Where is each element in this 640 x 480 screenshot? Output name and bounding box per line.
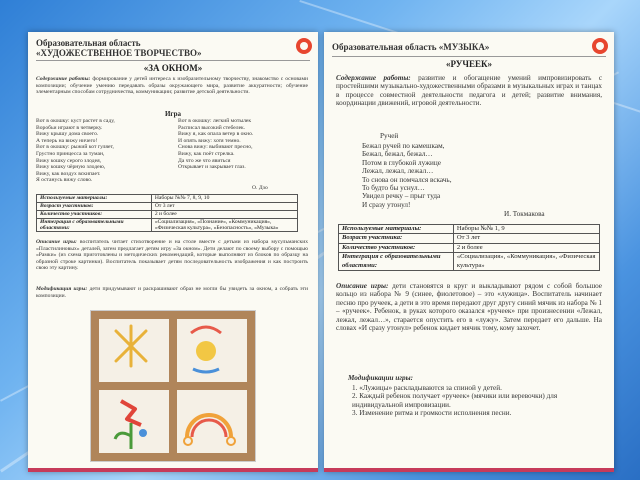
page1-content-text: формирование у детей интереса к изобразительному творчеству, знакомство с основами композиции; обучение умению передавать образы окружающего мира, развитие аккуратности; обучение элементарным способам сотрудничества, коммуникации; развитие детской деятельности. [36,76,308,96]
page2-title: «РУЧЕЕК» [445,59,492,69]
table-row [37,195,298,203]
table-key: Интеграция с образовательными областями: [37,219,152,232]
page1-info-table [36,194,298,232]
poem-left-column: Вот в окошку: куст растет в саду, Воробьи играют в четверку. Вижу крышу дома своего. А теперь на вижу ничего! Вот в окошку: рыжий кот гуляет, Грустно принцесса за туман, Вижу кошку серого злодея, Вижу кошку чёрную злодею, Вижу, как воздух вскипает. Я останусь вижу слово. [36,118,115,184]
page1-title: «ЗА ОКНОМ» [143,63,203,73]
header-divider [332,56,606,57]
page-art-creativity [28,32,318,472]
table-value: Наборы №№ 1, 9 [453,225,599,234]
table-value: «Социализация», «Коммуникация», «Физическая культура» [453,253,599,271]
list-item: 3. Изменение ритма и громкости исполнения песни. [352,409,512,418]
logo-icon [592,38,608,54]
poem-author: И. Токмакова [504,210,545,218]
table-key: Используемые материалы: [37,195,152,203]
page2-info-table [338,224,600,271]
page1-header [36,38,201,58]
page2-content [336,74,602,108]
table-key: Количество участников: [339,243,454,252]
page1-header-line1: Образовательная область [36,38,141,48]
table-value: Наборы №№ 7, 8, 9, 10 [151,195,297,203]
poem-author: О. Дзо [252,185,268,191]
page2-content-text: развитие и обогащение умений импровизировать с простейшими музыкально-художественными образами в музыкальных играх и танцах в процессе совместной деятельности педагога и детей; развитие внимания, координации движений, игровой деятельности. [336,74,603,108]
rainbow-icon [184,415,235,445]
table-key: Используемые материалы: [339,225,454,234]
table-key: Количество участников: [37,211,152,219]
poem-text: Бежал ручей по камешкам, Бежал, бежал, бежал… Потом в глубокой лужице Лежал, лежал, лежал… То снова он помчался вскачь, То будто бы уснул… Увидел речку – прыг туда И сразу утонул! [362,142,452,209]
page2-description [336,282,602,332]
page1-modification [36,286,308,299]
table-row [37,203,298,211]
page2-content-label: Содержание работы: [336,74,411,82]
table-row [339,225,600,234]
header-divider [36,60,310,61]
table-row [339,243,600,252]
window-illustration [90,310,256,462]
table-row [37,219,298,232]
table-value: От 3 лет [151,203,297,211]
page2-header: Образовательная область «МУЗЫКА» [332,42,490,52]
page2-mod-heading: Модификации игры: [348,374,413,382]
table-value: 2 и более [151,211,297,219]
table-value: От 3 лет [453,234,599,243]
page-music [324,32,614,472]
game-heading: Игра [164,110,182,118]
table-value: «Социализация», «Познание», «Коммуникация», «Физическая культура», «Безопасность», «Музыка» [151,219,297,232]
window-drawings [91,311,255,461]
table-value: 2 и более [453,243,599,252]
table-row [339,234,600,243]
page1-desc-text: воспитатель читает стихотворение и на столе вместе с детьми из набора мусульманских «Пластилиновых» деталей, затем предлагает детям игру «За окном». Дети делают по своему выбору с помощью «Рамки» (из схема приготовлены и методических рекомендаций, которые выполняют из блоков по образцу на образной строке картинки). Воспитатель показывает детям последовательность изображения и как построить свою эту картину. [36,239,308,272]
page1-desc-label: Описание игры: [36,239,77,245]
poem-right-column: Вот в окошку: легкий мотылек Расписал высокий стебелек. Вижу я, как опала ветер в окно. И опять вижу: хотя темно. Снова вижу: выбивают пресно, Вижу, как поёт стрелка. Да что же что явиться Открывает и закрывает глаз. [178,118,254,171]
logo-icon [296,38,312,54]
page1-content [36,76,308,96]
table-key: Возраст участников: [37,203,152,211]
sun-icon [191,327,221,372]
page1-content-label: Содержание работы: [36,76,91,82]
page1-mod-text: дети придумывают и раскрашивают образ не могли бы увидеть за окном, а собрать эти композиции. [36,286,308,299]
table-key: Возраст участника: [339,234,454,243]
table-row [37,211,298,219]
poem-title: Ручей [380,132,399,140]
table-row [339,253,600,271]
snowflake-icon [116,326,146,366]
flower-icon [115,401,147,449]
page1-mod-label: Модификация игры: [36,286,88,292]
page1-description [36,239,308,272]
table-key: Интеграция с образовательными областями: [339,253,454,271]
list-item: 2. Каждый ребенок получает «ручеек» (мячики или веревочки) для индивидуальной импровизации. [352,392,558,409]
page1-header-line2: «ХУДОЖЕСТВЕННОЕ ТВОРЧЕСТВО» [36,48,202,58]
page2-desc-label: Описание игры: [336,282,389,290]
page2-mod-list [352,384,602,418]
page2-desc-text: дети становятся в круг и выкладывают рядом с собой большое кольцо из набора № 9 (синее, фиолетовое) – это «лужица». Воспитатель начинает песню про ручеек, а дети в это время передают друг другу синий мячик из набора № 1 – «ручеек». Ребенок, в руках которого оказался «ручеек» при произнесении «Лежал, лежал, лежал…», старается опустить его в «лужу». Затем передает его дальше. На словах «И сразу утонул» ребенок кидает мячик тому, кому захочет. [336,282,602,333]
list-item: 1. «Лужицы» раскладываются за спиной у детей. [352,384,502,392]
